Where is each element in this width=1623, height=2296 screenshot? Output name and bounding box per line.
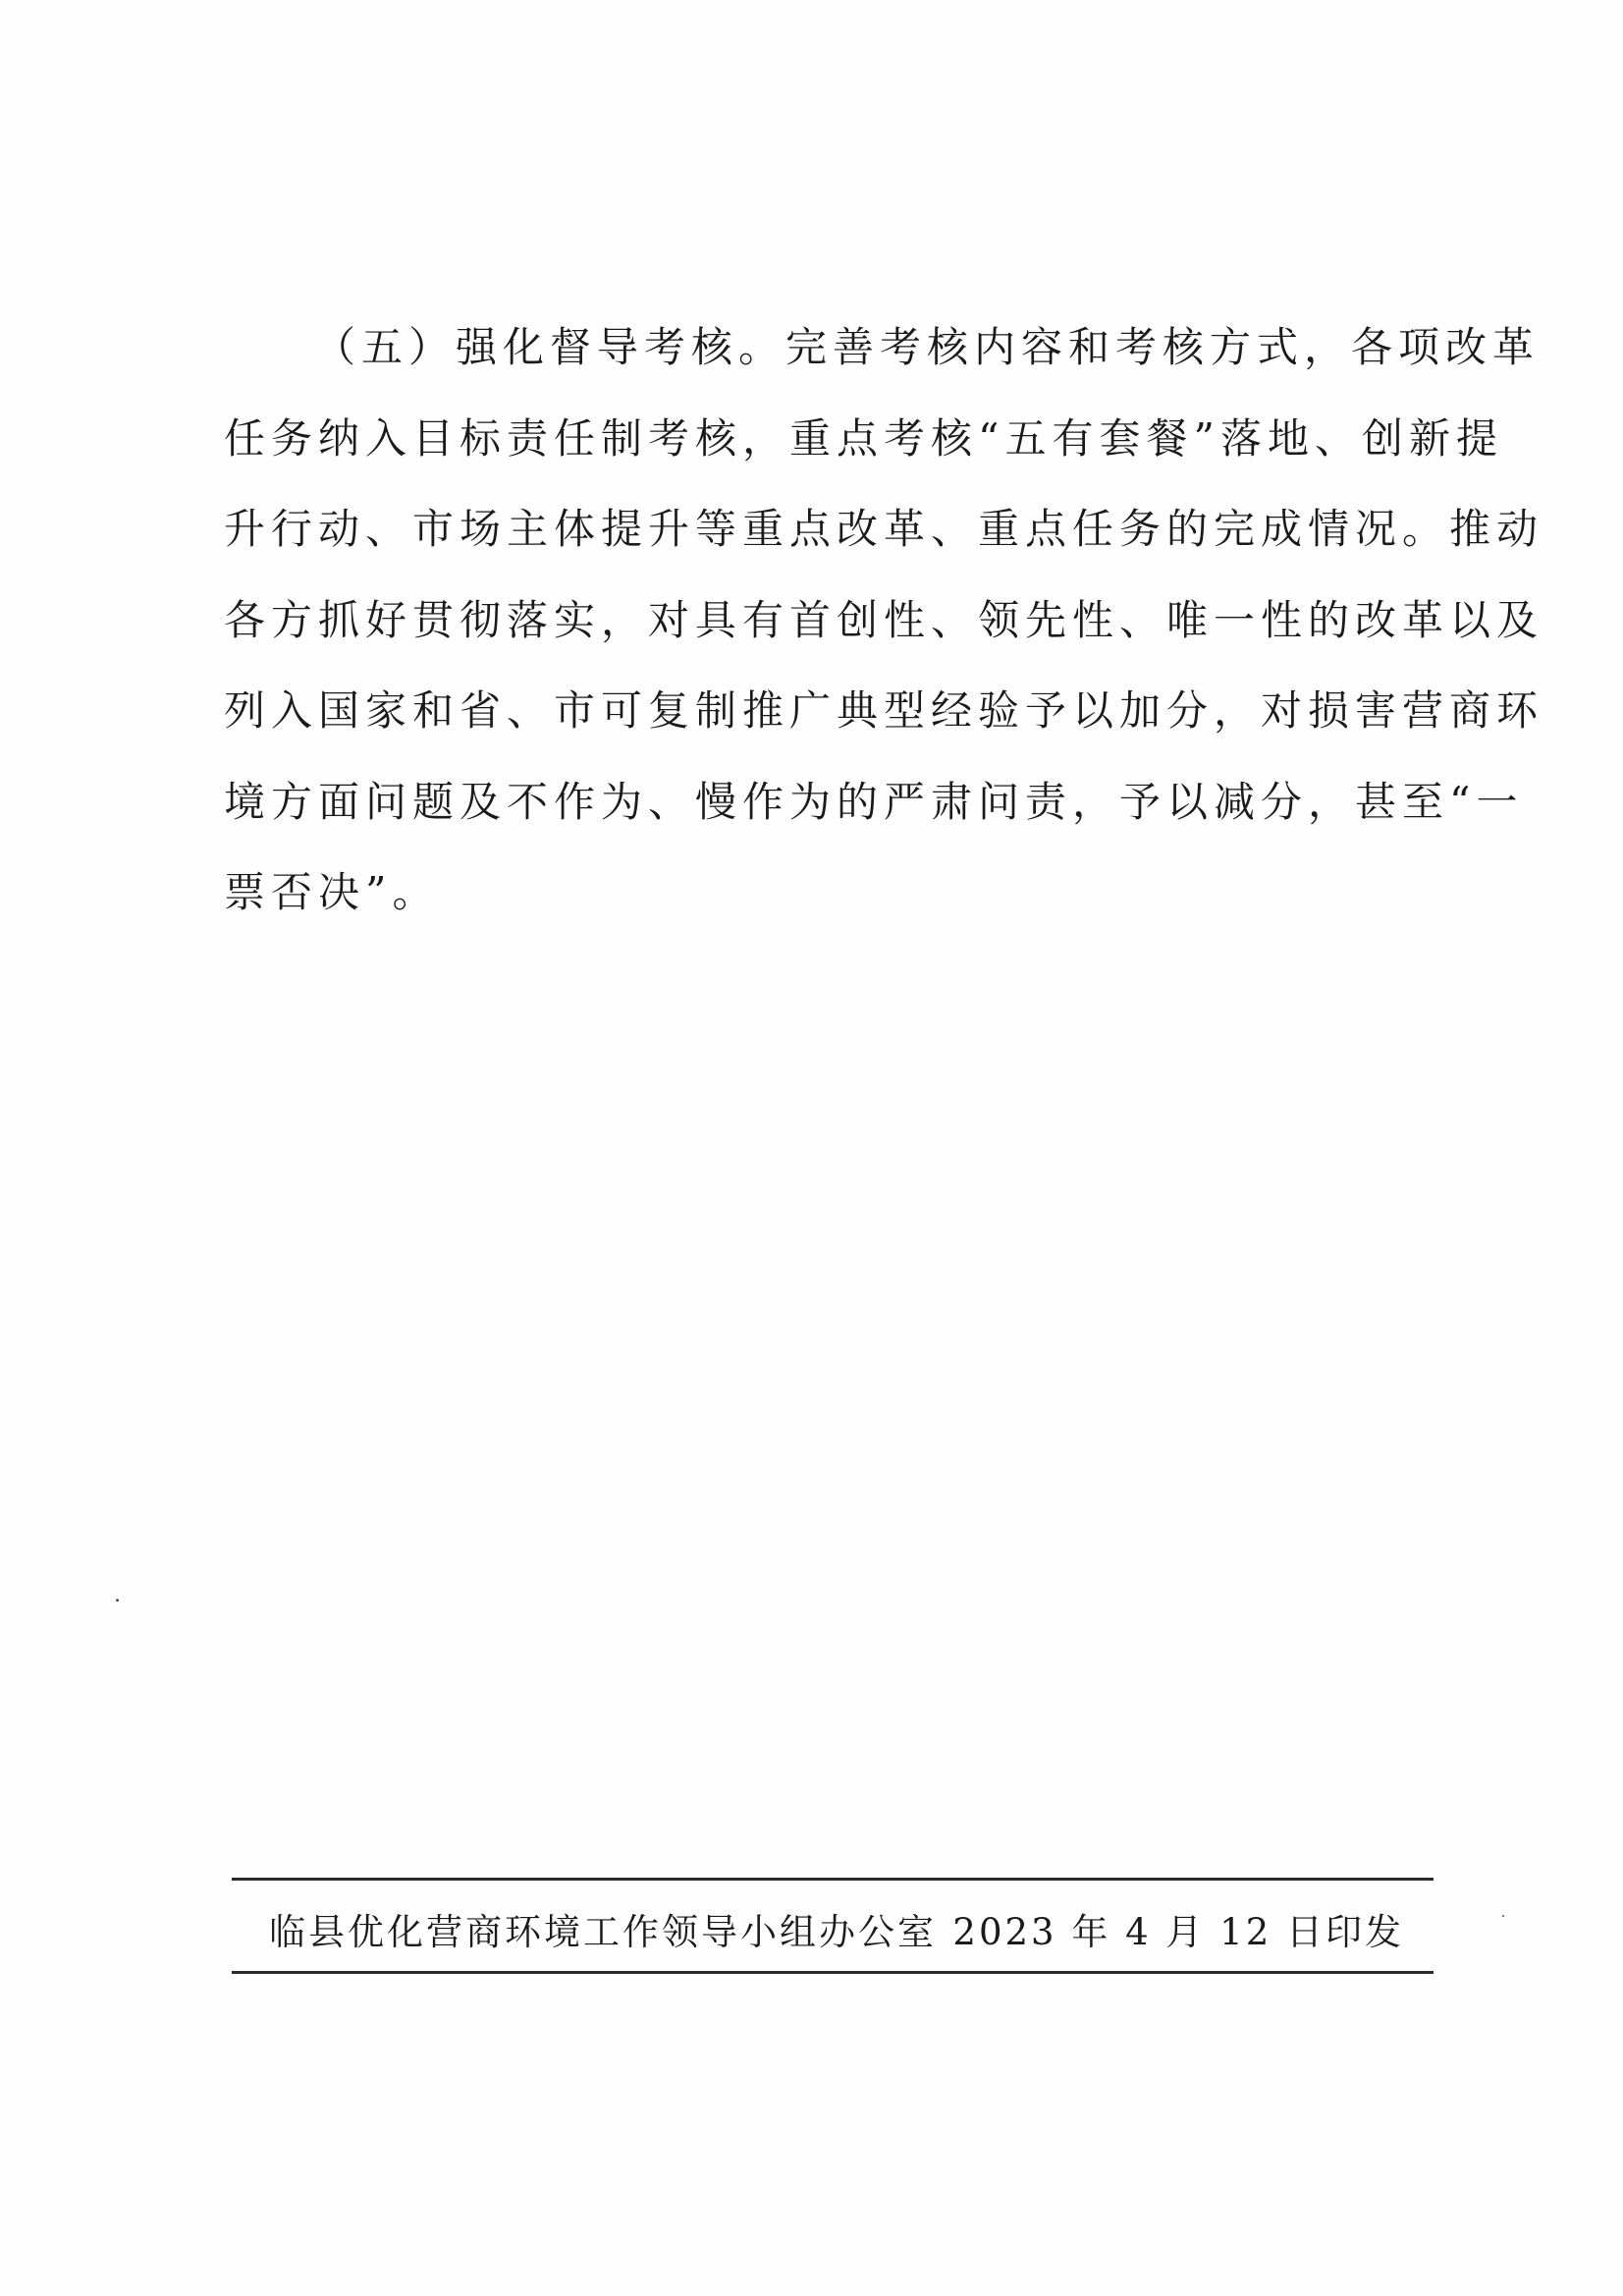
- paragraph-line: 任务纳入目标责任制考核，重点考核“五有套餐”落地、创新提: [224, 413, 1503, 463]
- issuer-name: 临县优化营商环境工作领导小组办公室: [269, 1911, 937, 1953]
- paragraph-line: 各方抓好贯彻落实，对具有首创性、领先性、唯一性的改革以及: [224, 595, 1544, 644]
- scan-speck: [1502, 1915, 1504, 1917]
- paragraph-line: 境方面问题及不作为、慢作为的严肃问责，予以减分，甚至“一: [224, 777, 1524, 826]
- paragraph-line: 票否决”。: [224, 868, 440, 916]
- paragraph-line: 升行动、市场主体提升等重点改革、重点任务的完成情况。推动: [224, 505, 1544, 553]
- issue-date: 2023 年 4 月 12 日印发: [952, 1911, 1404, 1953]
- issuance-footer: [232, 1878, 1434, 1974]
- body-paragraph: [224, 302, 1544, 939]
- scan-speck: [116, 1599, 119, 1602]
- paragraph-line: （五）强化督导考核。完善考核内容和考核方式，各项改革: [314, 323, 1541, 371]
- paragraph-line: 列入国家和省、市可复制推广典型经验予以加分，对损害营商环: [224, 686, 1544, 735]
